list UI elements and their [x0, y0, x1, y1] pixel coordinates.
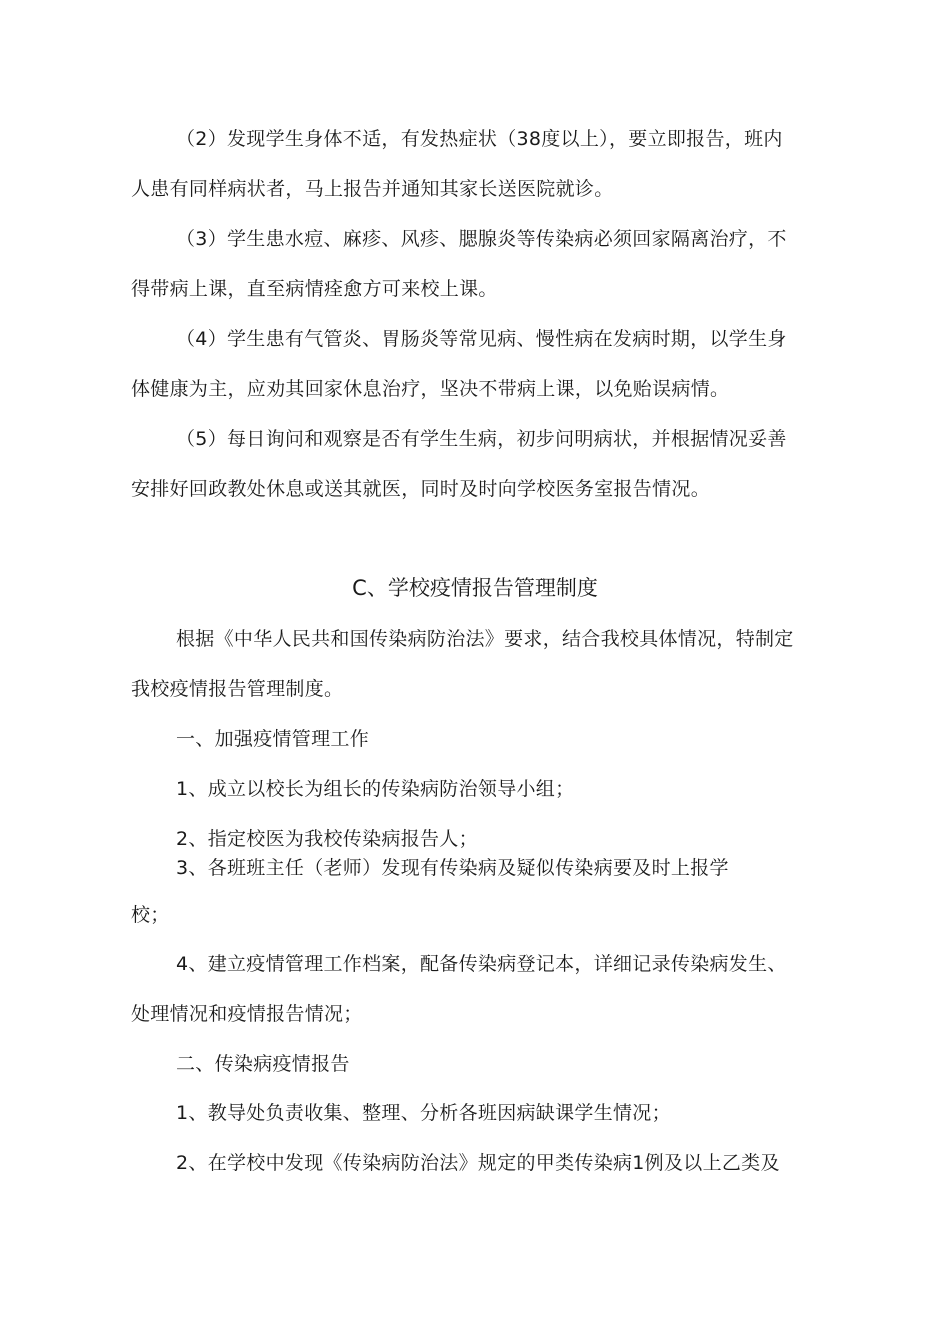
list-item: 2、在学校中发现《传染病防治法》规定的甲类传染病1例及以上乙类及 [176, 1152, 780, 1174]
list-item: 4、建立疫情管理工作档案，配备传染病登记本，详细记录传染病发生、 [176, 953, 787, 975]
list-item-continuation: 处理情况和疫情报告情况； [131, 1003, 363, 1025]
paragraph-line: （3）学生患水痘、麻疹、风疹、腮腺炎等传染病必须回家隔离治疗，不 [176, 228, 787, 250]
paragraph-line: 人患有同样病状者，马上报告并通知其家长送医院就诊。 [131, 178, 614, 200]
subheading-line: 二、传染病疫情报告 [176, 1053, 350, 1075]
paragraph-line: 得带病上课，直至病情痊愈方可来校上课。 [131, 278, 498, 300]
list-item: 3、各班班主任（老师）发现有传染病及疑似传染病要及时上报学 [176, 857, 729, 879]
paragraph-line: 根据《中华人民共和国传染病防治法》要求，结合我校具体情况，特制定 [176, 628, 794, 650]
paragraph-line: （5）每日询问和观察是否有学生生病，初步问明病状，并根据情况妥善 [176, 428, 787, 450]
paragraph-line: （2）发现学生身体不适，有发热症状（38度以上），要立即报告，班内 [176, 128, 783, 150]
paragraph-line: 安排好回政教处休息或送其就医，同时及时向学校医务室报告情况。 [131, 478, 711, 500]
list-item: 2、指定校医为我校传染病报告人； [176, 828, 478, 850]
section-heading: C、学校疫情报告管理制度 [352, 576, 598, 600]
list-item: 1、教导处负责收集、整理、分析各班因病缺课学生情况； [176, 1102, 671, 1124]
paragraph-line: 体健康为主，应劝其回家休息治疗，坚决不带病上课，以免贻误病情。 [131, 378, 730, 400]
paragraph-line: 我校疫情报告管理制度。 [131, 678, 344, 700]
list-item-continuation: 校； [131, 904, 170, 926]
list-item: 1、成立以校长为组长的传染病防治领导小组； [176, 778, 575, 800]
subheading-line: 一、加强疫情管理工作 [176, 728, 370, 750]
paragraph-line: （4）学生患有气管炎、胃肠炎等常见病、慢性病在发病时期，以学生身 [176, 328, 787, 350]
